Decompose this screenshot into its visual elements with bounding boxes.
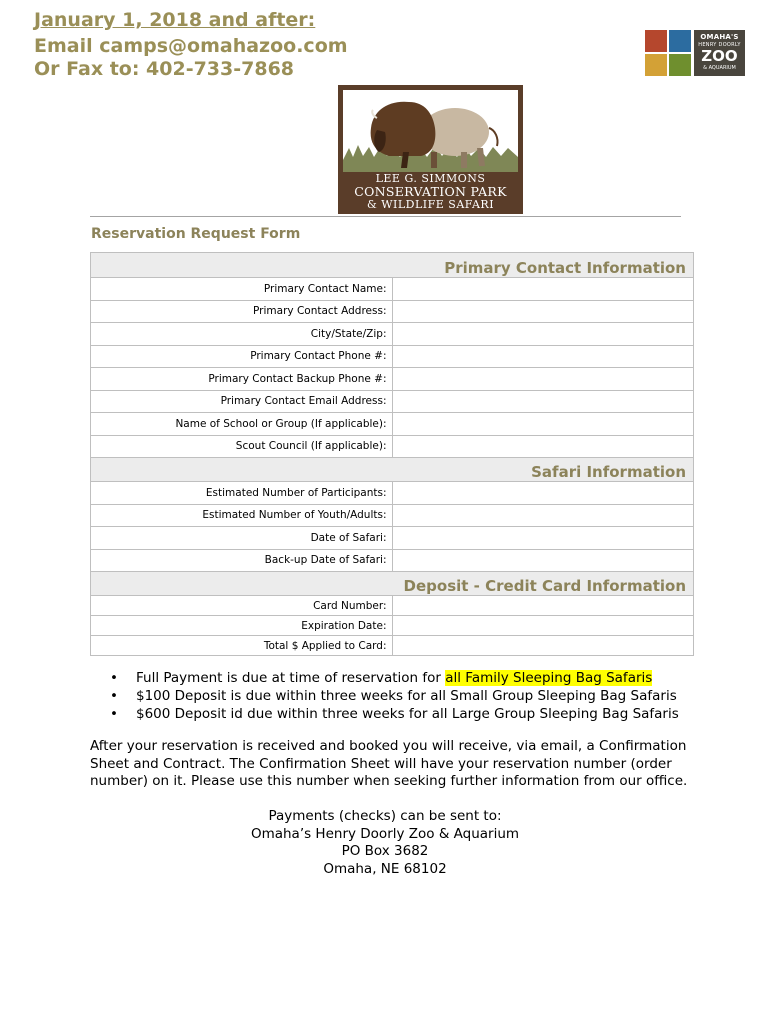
zoo-logo <box>645 30 745 76</box>
section-heading-deposit: Deposit - Credit Card Information <box>91 572 694 596</box>
highlighted-text: all Family Sleeping Bag Safaris <box>445 670 653 686</box>
primary-phone-field[interactable] <box>392 345 694 368</box>
form-row <box>91 636 694 656</box>
safari-date-field[interactable] <box>392 527 694 550</box>
payment-terms-list <box>108 669 679 723</box>
participants-count-field[interactable] <box>392 482 694 505</box>
youth-adults-count-field[interactable] <box>392 504 694 527</box>
form-row <box>91 596 694 616</box>
field-label: Primary Contact Email Address: <box>91 390 393 413</box>
form-row <box>91 390 694 413</box>
section-heading-safari-info: Safari Information <box>91 458 694 482</box>
expiration-date-field[interactable] <box>392 616 694 636</box>
header-email-line[interactable]: Email camps@omahazoo.com <box>34 35 348 57</box>
zoo-logo-wordmark <box>694 30 745 76</box>
card-number-field[interactable] <box>392 596 694 616</box>
form-row <box>91 300 694 323</box>
section-header-row <box>91 572 694 596</box>
form-row <box>91 482 694 505</box>
form-row <box>91 504 694 527</box>
conservation-park-logo <box>338 85 523 214</box>
field-label: Expiration Date: <box>91 616 393 636</box>
list-item: • $600 Deposit id due within three weeks for all Large Group Sleeping Bag Safaris <box>108 705 679 723</box>
form-row <box>91 616 694 636</box>
field-label: Primary Contact Phone #: <box>91 345 393 368</box>
scout-council-field[interactable] <box>392 435 694 458</box>
field-label: Back-up Date of Safari: <box>91 549 393 572</box>
field-label: Primary Contact Backup Phone #: <box>91 368 393 391</box>
city-state-zip-field[interactable] <box>392 323 694 346</box>
zoo-logo-tiles <box>645 30 691 76</box>
confirmation-paragraph: After your reservation is received and booked you will receive, via email, a Confirmation Sheet and Contract. The Confirmation Sheet will have your reservation number (order number) on it. Please use this number when seeking further information from our office. <box>90 738 688 789</box>
section-heading-primary-contact: Primary Contact Information <box>91 253 694 278</box>
form-title: Reservation Request Form <box>91 226 301 242</box>
email-address-field[interactable] <box>392 390 694 413</box>
zoo-tile-gold <box>645 54 667 76</box>
park-logo-line1: LEE G. SIMMONS <box>375 172 486 185</box>
header-fax-line: Or Fax to: 402-733-7868 <box>34 58 295 80</box>
primary-contact-address-field[interactable] <box>392 300 694 323</box>
zoo-tile-red <box>645 30 667 52</box>
field-label: Total $ Applied to Card: <box>91 636 393 656</box>
form-row <box>91 345 694 368</box>
payment-address-line: Payments (checks) can be sent to: <box>268 808 502 824</box>
field-label: Scout Council (If applicable): <box>91 435 393 458</box>
reservation-form-table <box>90 252 694 656</box>
zoo-logo-line2: HENRY DOORLY <box>698 42 741 48</box>
field-label: Estimated Number of Participants: <box>91 482 393 505</box>
total-applied-field[interactable] <box>392 636 694 656</box>
header-divider <box>90 216 681 217</box>
payment-address-block <box>185 808 585 878</box>
form-row <box>91 278 694 301</box>
form-row <box>91 435 694 458</box>
zoo-tile-blue <box>669 30 691 52</box>
list-item: • $100 Deposit is due within three weeks for all Small Group Sleeping Bag Safaris <box>108 687 679 705</box>
zoo-logo-line3: ZOO <box>701 47 738 65</box>
field-label: Estimated Number of Youth/Adults: <box>91 504 393 527</box>
form-row <box>91 549 694 572</box>
form-row <box>91 323 694 346</box>
park-logo-line2: CONSERVATION PARK <box>354 184 507 199</box>
backup-phone-field[interactable] <box>392 368 694 391</box>
field-label: Date of Safari: <box>91 527 393 550</box>
form-row <box>91 413 694 436</box>
zoo-logo-line1: OMAHA'S <box>700 33 739 41</box>
field-label: Primary Contact Name: <box>91 278 393 301</box>
list-item-text: Full Payment is due at time of reservation for <box>136 670 446 686</box>
bison-icon <box>343 90 518 172</box>
zoo-tile-green <box>669 54 691 76</box>
primary-contact-name-field[interactable] <box>392 278 694 301</box>
form-row <box>91 527 694 550</box>
payment-address-line: Omaha, NE 68102 <box>323 860 447 877</box>
backup-safari-date-field[interactable] <box>392 549 694 572</box>
field-label: City/State/Zip: <box>91 323 393 346</box>
payment-address-line: Omaha’s Henry Doorly Zoo & Aquarium <box>250 825 520 842</box>
form-row <box>91 368 694 391</box>
field-label: Primary Contact Address: <box>91 300 393 323</box>
section-header-row <box>91 253 694 278</box>
school-group-name-field[interactable] <box>392 413 694 436</box>
zoo-logo-line4: & AQUARIUM <box>703 65 736 71</box>
field-label: Card Number: <box>91 596 393 616</box>
section-header-row <box>91 458 694 482</box>
header-date-line: January 1, 2018 and after: <box>34 9 316 31</box>
park-logo-line3: & WILDLIFE SAFARI <box>366 198 495 211</box>
list-item <box>108 669 679 687</box>
field-label: Name of School or Group (If applicable): <box>91 413 393 436</box>
payment-address-line: PO Box 3682 <box>341 843 429 859</box>
